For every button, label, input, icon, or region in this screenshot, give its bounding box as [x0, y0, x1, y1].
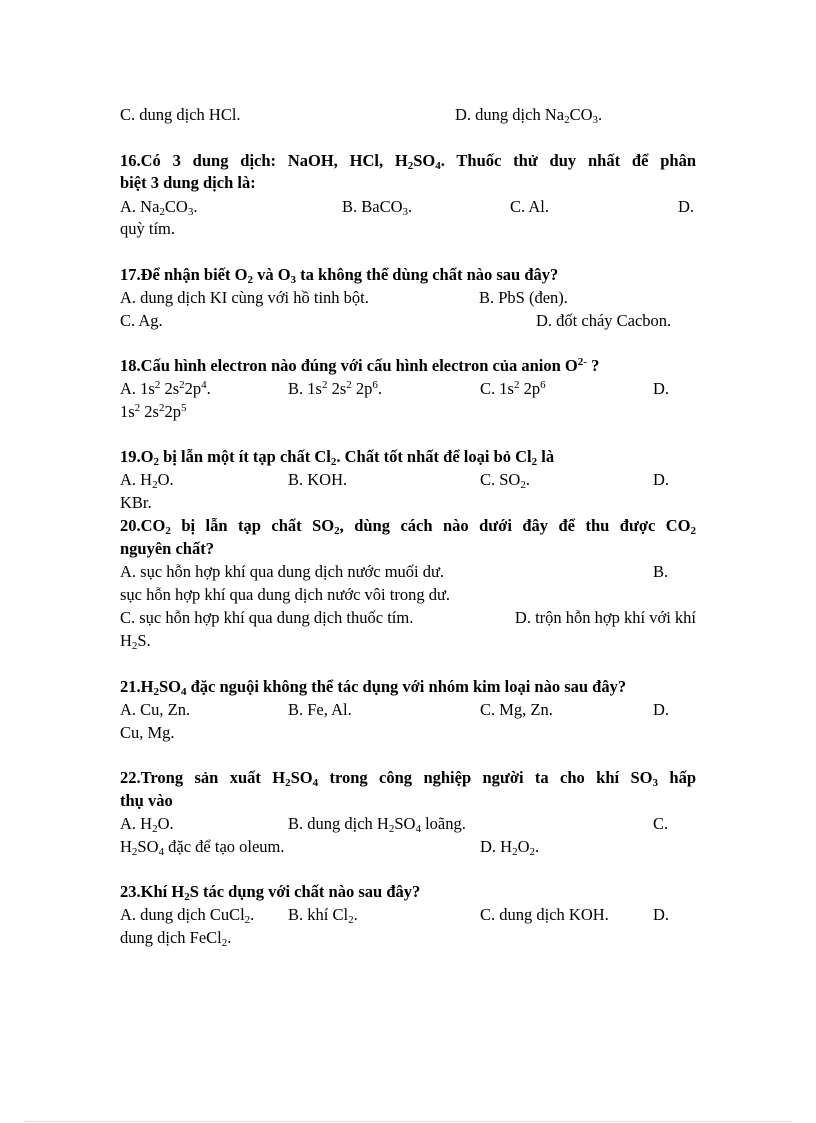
q23-option-d-text: dung dịch FeCl$_2$.	[120, 928, 232, 949]
q20-question: $20.CO_2$ bị lẫn tạp chất $SO_2$, dùng cách nào dưới đây để thu được $CO_2$	[120, 516, 697, 537]
q17-question: 17.Để nhận biết $O_2$ và $O_3$ ta không thể dùng chất nào sau đây?	[120, 265, 559, 286]
q23-option-a: A. dung dịch CuCl$_2$.	[120, 905, 255, 926]
q22-question: 22.Trong sản xuất $H_2SO_4$ trong công nghiệp người ta cho khí $SO_3$ hấp	[120, 768, 696, 789]
q21-option-d-text: Cu, Mg.	[120, 723, 175, 742]
q21-question: $21.H_2SO_4$ đặc nguội không thể tác dụng với nhóm kim loại nào sau đây?	[120, 677, 627, 698]
q19-option-c: C. $SO_2$.	[480, 470, 530, 491]
q22-option-a: A. $H_2O$.	[120, 814, 174, 835]
q16-option-a: A. $Na_2CO_3$.	[120, 197, 198, 218]
q20-option-b: B.	[653, 562, 669, 581]
q16-question-line2: biệt 3 dung dịch là:	[120, 173, 256, 192]
page-bottom-divider	[24, 1121, 792, 1122]
q20-option-a: A. sục hỗn hợp khí qua dung dịch nước muối dư.	[120, 562, 445, 581]
q23-option-c: C. dung dịch KOH.	[480, 905, 609, 924]
q17-option-a: A. dung dịch KI cùng với hồ tinh bột.	[120, 288, 369, 307]
q20-option-c: C. sục hỗn hợp khí qua dung dịch thuốc tím.	[120, 608, 414, 627]
q16-option-b: B. BaCO$_3$.	[342, 197, 413, 218]
q15-option-d: D. dung dịch $Na_2CO_3$.	[455, 105, 603, 126]
q23-option-d: D.	[653, 905, 670, 924]
q15-option-c: C. dung dịch HCl.	[120, 105, 241, 124]
q20-option-b-text: sục hỗn hợp khí qua dung dịch nước vôi trong dư.	[120, 585, 451, 604]
q21-option-d: D.	[653, 700, 670, 719]
q19-option-b: B. KOH.	[288, 470, 348, 489]
q18-question: 18.Cấu hình electron nào đúng với cấu hình electron của anion $O^{2-}$ ?	[120, 356, 600, 375]
q21-option-a: A. Cu, Zn.	[120, 700, 191, 719]
q19-option-a: A. $H_2O$.	[120, 470, 174, 491]
q21-option-c: C. Mg, Zn.	[480, 700, 553, 719]
q17-option-d: D. đốt cháy Cacbon.	[536, 311, 672, 330]
q23-question: 23.Khí $H_2S$ tác dụng với chất nào sau đây?	[120, 882, 421, 903]
q22-option-b: B. dung dịch $H_2SO_4$ loãng.	[288, 814, 466, 835]
q16-option-d: D.	[678, 197, 695, 216]
q19-question: $19.O_2$ bị lẫn một ít tạp chất $Cl_2$. Chất tốt nhất để loại bỏ $Cl_2$ là	[120, 447, 555, 468]
q23-option-b: B. khí $Cl_2$.	[288, 905, 358, 926]
q16-option-d-text: quỳ tím.	[120, 219, 176, 238]
q18-option-d-text: $1s^2$ $2s^22p^5$	[120, 402, 187, 421]
q21-option-b: B. Fe, Al.	[288, 700, 352, 719]
q19-option-d: D.	[653, 470, 670, 489]
q18-option-b: B. $1s^2$ $2s^2$ $2p^6$.	[288, 379, 382, 398]
q20-option-d-text: $H_2S$.	[120, 631, 151, 652]
q19-option-d-text: KBr.	[120, 493, 152, 512]
q18-option-c: C. $1s^2$ $2p^6$	[480, 379, 546, 398]
q16-question: 16.Có 3 dung dịch: NaOH, HCl, $H_2SO_4$. Thuốc thử duy nhất để phân	[120, 151, 696, 172]
q22-option-c-text: $H_2SO_4$ đặc để tạo oleum.	[120, 837, 285, 858]
q17-option-c: C. Ag.	[120, 311, 163, 330]
q18-option-a: A. $1s^2$ $2s^22p^4$.	[120, 379, 211, 398]
q17-option-b: B. PbS (đen).	[479, 288, 568, 307]
q16-option-c: C. Al.	[510, 197, 549, 216]
q20-question-line2: nguyên chất?	[120, 539, 214, 558]
q22-question-line2: thụ vào	[120, 791, 173, 810]
q20-option-d: D. trộn hỗn hợp khí với khí	[514, 608, 696, 627]
q22-option-d: D. $H_2O_2$.	[480, 837, 540, 858]
q18-option-d: D.	[653, 379, 670, 398]
q22-option-c: C.	[653, 814, 669, 833]
